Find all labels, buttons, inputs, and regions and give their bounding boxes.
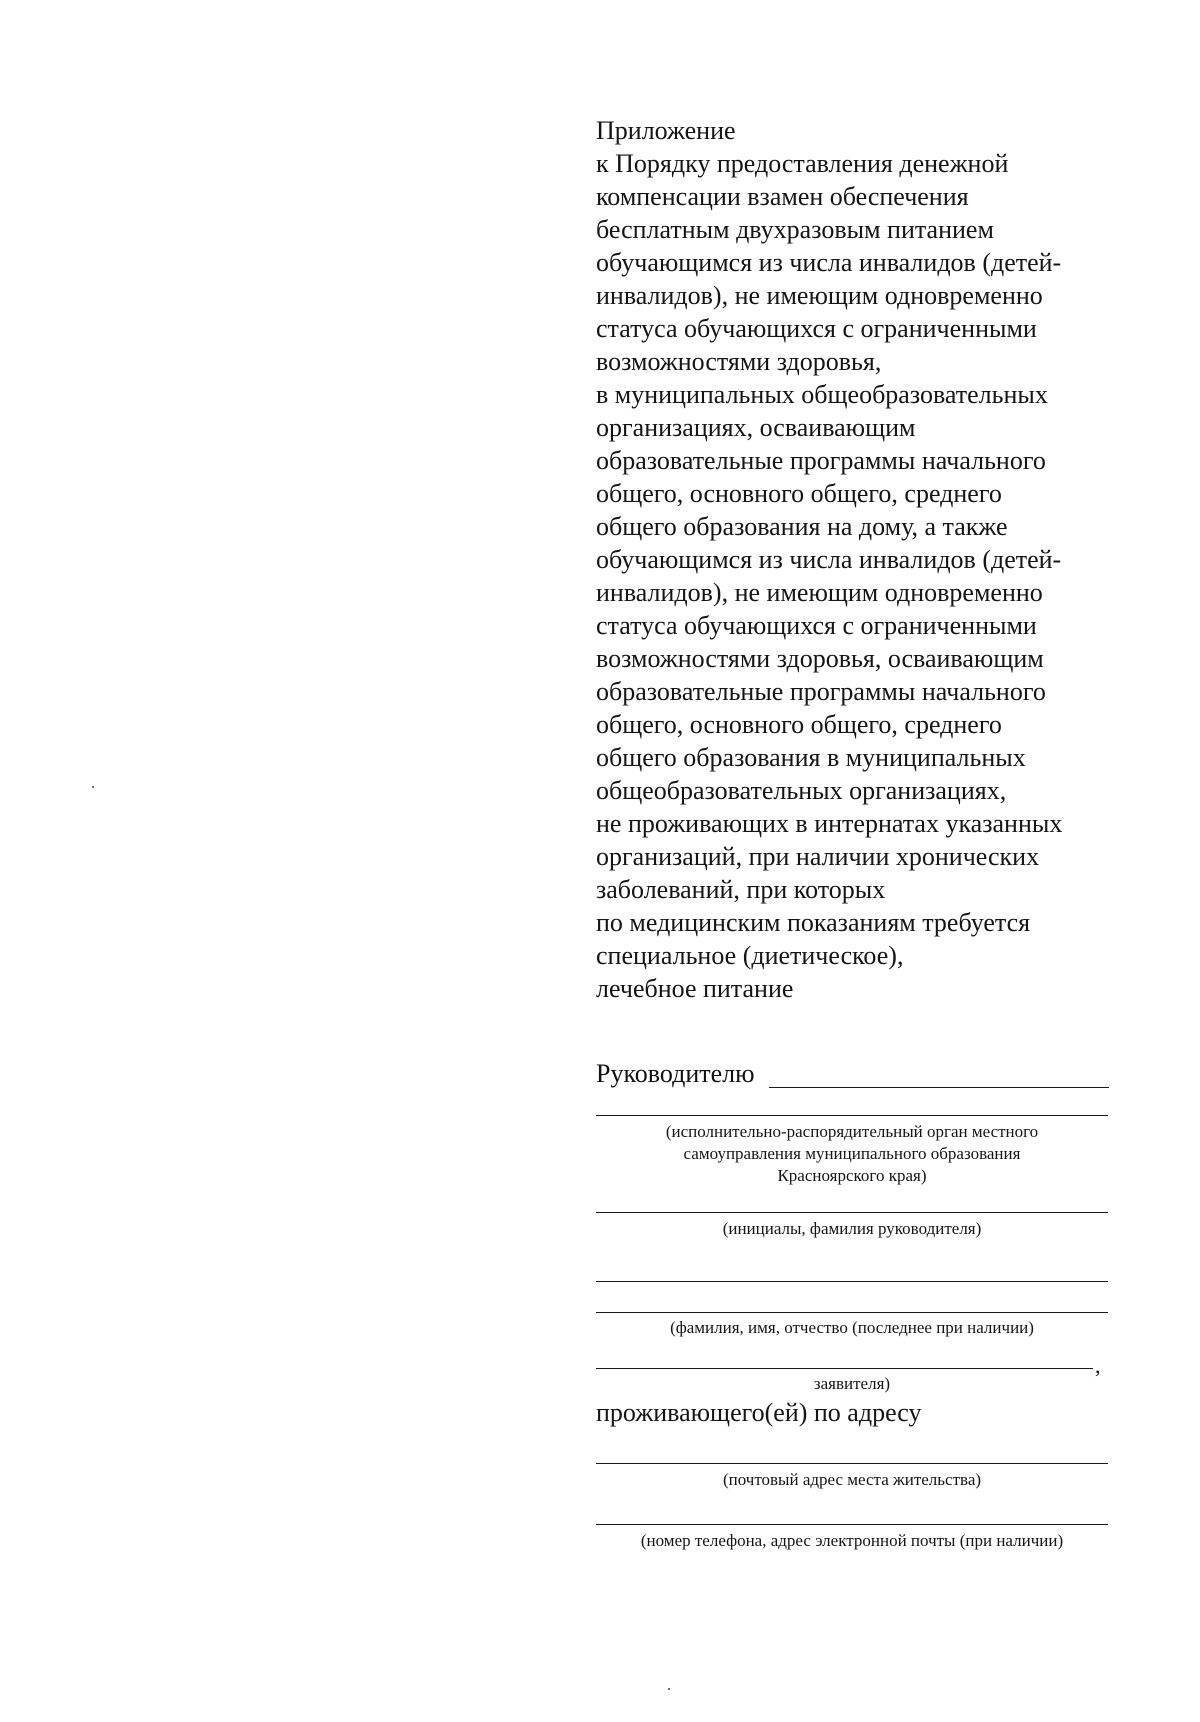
appendix-line: бесплатным двухразовым питанием bbox=[596, 215, 994, 244]
to-head-label: Руководителю bbox=[596, 1059, 755, 1088]
applicant-comma: , bbox=[1095, 1353, 1101, 1378]
applicant-caption-1: (фамилия, имя, отчество (последнее при наличии) bbox=[670, 1318, 1034, 1337]
body-caption-line: (исполнительно-распорядительный орган местного bbox=[665, 1122, 1039, 1141]
appendix-line: обучающимся из числа инвалидов (детей- bbox=[596, 248, 1062, 277]
appendix-line: заболеваний, при которых bbox=[596, 875, 886, 904]
appendix-line: возможностями здоровья, осваивающим bbox=[596, 644, 1044, 673]
scan-speck bbox=[668, 1688, 670, 1690]
body-fill-line bbox=[596, 1115, 1108, 1116]
appendix-line: в муниципальных общеобразовательных bbox=[596, 380, 1048, 409]
appendix-line: обучающимся из числа инвалидов (детей- bbox=[596, 545, 1062, 574]
applicant-fill-line-2 bbox=[596, 1312, 1108, 1313]
appendix-line: статуса обучающихся с ограниченными bbox=[596, 314, 1037, 343]
applicant-caption-2: заявителя) bbox=[813, 1374, 891, 1393]
applicant-fill-line-3 bbox=[596, 1368, 1093, 1369]
body-caption bbox=[596, 1121, 1108, 1187]
appendix-line: инвалидов), не имеющим одновременно bbox=[596, 578, 1043, 607]
residing-label: проживающего(ей) по адресу bbox=[596, 1398, 922, 1427]
address-fill-line bbox=[596, 1463, 1108, 1464]
addressee-block bbox=[596, 1057, 1116, 1550]
appendix-line: образовательные программы начального bbox=[596, 446, 1046, 475]
applicant-fill-line-1 bbox=[596, 1281, 1108, 1282]
appendix-line: организациях, осваивающим bbox=[596, 413, 916, 442]
appendix-line: компенсации взамен обеспечения bbox=[596, 182, 969, 211]
appendix-line: специальное (диетическое), bbox=[596, 941, 904, 970]
appendix-line: инвалидов), не имеющим одновременно bbox=[596, 281, 1043, 310]
appendix-line: не проживающих в интернатах указанных bbox=[596, 809, 1063, 838]
appendix-line: лечебное питание bbox=[596, 974, 794, 1003]
appendix-line: возможностями здоровья, bbox=[596, 347, 882, 376]
head-fill-line bbox=[769, 1087, 1109, 1088]
appendix-title: Приложение bbox=[596, 116, 736, 145]
appendix-line: по медицинским показаниям требуется bbox=[596, 908, 1031, 937]
appendix-heading bbox=[596, 114, 1156, 1005]
contact-caption: (номер телефона, адрес электронной почты (при наличии) bbox=[640, 1531, 1064, 1550]
scan-speck bbox=[92, 786, 94, 788]
to-head-row bbox=[596, 1057, 1116, 1091]
appendix-line: общего, основного общего, среднего bbox=[596, 710, 1002, 739]
appendix-line: общего образования на дому, а также bbox=[596, 512, 1008, 541]
contact-fill-line bbox=[596, 1524, 1108, 1525]
address-caption: (почтовый адрес места жительства) bbox=[722, 1470, 982, 1489]
head-name-fill-line bbox=[596, 1212, 1108, 1213]
body-caption-line: самоуправления муниципального образования bbox=[683, 1144, 1021, 1163]
body-caption-line: Красноярского края) bbox=[777, 1166, 927, 1185]
appendix-line: к Порядку предоставления денежной bbox=[596, 149, 1009, 178]
appendix-line: общеобразовательных организациях, bbox=[596, 776, 1007, 805]
appendix-line: организаций, при наличии хронических bbox=[596, 842, 1040, 871]
appendix-line: образовательные программы начального bbox=[596, 677, 1046, 706]
appendix-line: статуса обучающихся с ограниченными bbox=[596, 611, 1037, 640]
appendix-line: общего, основного общего, среднего bbox=[596, 479, 1002, 508]
appendix-line: общего образования в муниципальных bbox=[596, 743, 1026, 772]
head-name-caption: (инициалы, фамилия руководителя) bbox=[722, 1219, 982, 1238]
